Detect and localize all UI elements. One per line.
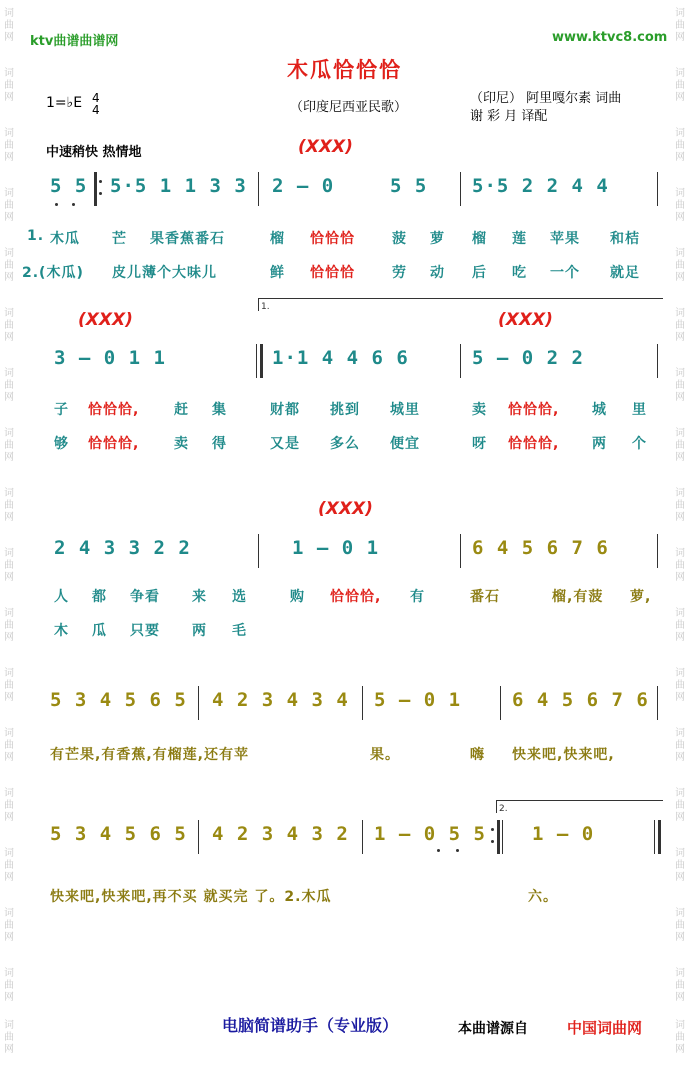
lyric: 卖 (472, 402, 487, 418)
watermark-text: 词曲网 (4, 968, 14, 1003)
watermark-text: 词曲网 (4, 908, 14, 943)
lyric: 得 (212, 436, 227, 452)
lyric: 榴 (270, 231, 285, 247)
lyric: 集 (212, 402, 227, 418)
lyric: 快来吧,快来吧, (512, 747, 615, 763)
lyric: 子 (54, 402, 69, 418)
lyric-chacha: 恰恰恰, (508, 402, 560, 418)
lyric: 榴,有菠 (552, 589, 604, 605)
watermark-text: 词曲网 (4, 668, 14, 703)
lyric: 菠 (392, 231, 407, 247)
lyric: 个 (632, 436, 647, 452)
lyric: 赶 (174, 402, 189, 418)
note-group: 6 4 5 6 7 6 (472, 537, 609, 559)
lyric-chacha: 恰恰恰 (310, 265, 355, 281)
watermark-text: 词曲网 (4, 848, 14, 883)
watermark-text: 词曲网 (4, 308, 14, 343)
watermark-text: 词曲网 (675, 548, 685, 583)
site-name-link[interactable]: ktv曲谱曲谱网 (30, 34, 119, 49)
lyric: 皮儿薄个大味儿 (112, 265, 217, 281)
note-group: 1 – 0 5 5 (374, 823, 486, 845)
song-title: 木瓜恰恰恰 (287, 58, 402, 82)
watermark-text: 词曲网 (4, 368, 14, 403)
lyric: 劳 (392, 265, 407, 281)
lyric: 动 (430, 265, 445, 281)
note-group: 4 2 3 4 3 4 (212, 689, 349, 711)
watermark-text: 词曲网 (675, 1020, 685, 1055)
lyric: 购 (290, 589, 305, 605)
lyric-chacha: 恰恰恰, (88, 436, 140, 452)
lyric: 就足 (610, 265, 640, 281)
credits (470, 90, 621, 126)
volta-1-label: 1. (261, 302, 270, 312)
watermark-text: 词曲网 (4, 428, 14, 463)
watermark-text: 词曲网 (4, 548, 14, 583)
note-group: 5 3 4 5 6 5 (50, 689, 187, 711)
watermark-text: 词曲网 (4, 1020, 14, 1055)
song-origin: （印度尼西亚民歌） (290, 100, 408, 115)
lyric: 城 (592, 402, 607, 418)
lyric: 木瓜 (50, 231, 80, 247)
lyric: 六。 (528, 889, 558, 905)
lyric: 鲜 (270, 265, 285, 281)
watermark-text: 词曲网 (675, 788, 685, 823)
lyric: 城里 (390, 402, 420, 418)
watermark-text: 词曲网 (675, 68, 685, 103)
site-url-link[interactable]: www.ktvc8.com (552, 30, 668, 45)
lyric: 萝 (430, 231, 445, 247)
volta-2-label: 2. (499, 804, 508, 814)
lyric: 芒 (112, 231, 127, 247)
xxx-mark: (XXX) (78, 310, 133, 330)
lyric: 有 (410, 589, 425, 605)
note-group: 5 3 4 5 6 5 (50, 823, 187, 845)
lyric: 嗨 (470, 747, 485, 763)
lyric: 果香蕉番石 (150, 231, 225, 247)
watermark-text: 词曲网 (675, 248, 685, 283)
lyric: 一个 (550, 265, 580, 281)
watermark-text: 词曲网 (675, 908, 685, 943)
watermark-text: 词曲网 (4, 488, 14, 523)
note-group: 2 4 3 3 2 2 (54, 537, 191, 559)
lyric-chacha: 恰恰恰, (330, 589, 382, 605)
note-group: 2 – 0 (272, 175, 335, 197)
lyric: 便宜 (390, 436, 420, 452)
lyric: 榴 (472, 231, 487, 247)
source-site-link[interactable]: 中国词曲网 (567, 1019, 643, 1037)
credit-translation: 谢 彩 月 译配 (470, 109, 548, 124)
lyric: 萝, (630, 589, 652, 605)
source-label: 本曲谱源自 (458, 1021, 528, 1037)
watermark-text: 词曲网 (4, 608, 14, 643)
watermark-text: 词曲网 (4, 128, 14, 163)
watermark-text: 词曲网 (675, 848, 685, 883)
lyric: 来 (192, 589, 207, 605)
note-group: 1·1 4 4 6 6 (272, 347, 409, 369)
note-group: 6 4 5 6 7 6 (512, 689, 649, 711)
key-signature: 1=♭E (46, 95, 83, 111)
lyric-chacha: 恰恰恰, (88, 402, 140, 418)
lyric: 瓜 (92, 623, 107, 639)
watermark-text: 词曲网 (4, 188, 14, 223)
lyric: 人 (54, 589, 69, 605)
lyric: 2.(木瓜) (22, 265, 84, 281)
lyric: 木 (54, 623, 69, 639)
watermark-text: 词曲网 (4, 728, 14, 763)
watermark-text: 词曲网 (675, 608, 685, 643)
time-signature (92, 92, 100, 116)
watermark-text: 词曲网 (675, 488, 685, 523)
lyric: 挑到 (330, 402, 360, 418)
note-group: 5·5 2 2 4 4 (472, 175, 609, 197)
lyric: 1. (27, 228, 45, 244)
lyric: 只要 (130, 623, 160, 639)
lyric-chacha: 恰恰恰, (508, 436, 560, 452)
lyric: 番石 (470, 589, 500, 605)
time-bottom: 4 (92, 103, 100, 117)
lyric: 莲 (512, 231, 527, 247)
watermark-text: 词曲网 (675, 668, 685, 703)
lyric: 多么 (330, 436, 360, 452)
lyric: 选 (232, 589, 247, 605)
software-credit: 电脑简谱助手（专业版） (222, 1016, 399, 1035)
lyric: 后 (472, 265, 487, 281)
watermark-text: 词曲网 (675, 308, 685, 343)
lyric: 快来吧,快来吧,再不买 就买完 了。2.木瓜 (50, 889, 332, 905)
watermark-text: 词曲网 (4, 788, 14, 823)
lyric: 果。 (370, 747, 400, 763)
watermark-text: 词曲网 (675, 428, 685, 463)
lyric: 争看 (130, 589, 160, 605)
lyric: 呀 (472, 436, 487, 452)
lyric: 有芒果,有香蕉,有榴莲,还有苹 (50, 747, 249, 763)
lyric: 够 (54, 436, 69, 452)
xxx-mark: (XXX) (318, 499, 373, 519)
lyric: 又是 (270, 436, 300, 452)
watermark-text: 词曲网 (675, 368, 685, 403)
watermark-text: 词曲网 (675, 728, 685, 763)
note-group: 5 – 0 2 2 (472, 347, 584, 369)
time-top: 4 (92, 91, 100, 105)
watermark-text: 词曲网 (4, 248, 14, 283)
lyric: 两 (192, 623, 207, 639)
note-group: 5 5 (390, 175, 428, 197)
lyric: 吃 (512, 265, 527, 281)
watermark-text: 词曲网 (675, 188, 685, 223)
watermark-text: 词曲网 (4, 8, 14, 43)
note-group: 5 5 (50, 175, 88, 197)
xxx-mark: (XXX) (498, 310, 553, 330)
credit-lyrics-music: （印尼） 阿里嘎尔素 词曲 (470, 91, 622, 106)
tempo-marking: 中速稍快 热情地 (46, 145, 142, 160)
xxx-mark: (XXX) (298, 137, 353, 157)
watermark-text: 词曲网 (4, 68, 14, 103)
watermark-text: 词曲网 (675, 968, 685, 1003)
note-group: 3 – 0 1 1 (54, 347, 166, 369)
lyric: 卖 (174, 436, 189, 452)
note-group: 5·5 1 1 3 3 (110, 175, 247, 197)
lyric: 苹果 (550, 231, 580, 247)
note-group: 1 – 0 1 (292, 537, 380, 559)
watermark-text: 词曲网 (675, 8, 685, 43)
note-group: 1 – 0 (532, 823, 595, 845)
lyric: 里 (632, 402, 647, 418)
lyric: 两 (592, 436, 607, 452)
lyric: 财都 (270, 402, 300, 418)
lyric: 和桔 (610, 231, 640, 247)
note-group: 4 2 3 4 3 2 (212, 823, 349, 845)
lyric-chacha: 恰恰恰 (310, 231, 355, 247)
watermark-text: 词曲网 (675, 128, 685, 163)
note-group: 5 – 0 1 (374, 689, 462, 711)
lyric: 毛 (232, 623, 247, 639)
lyric: 都 (92, 589, 107, 605)
